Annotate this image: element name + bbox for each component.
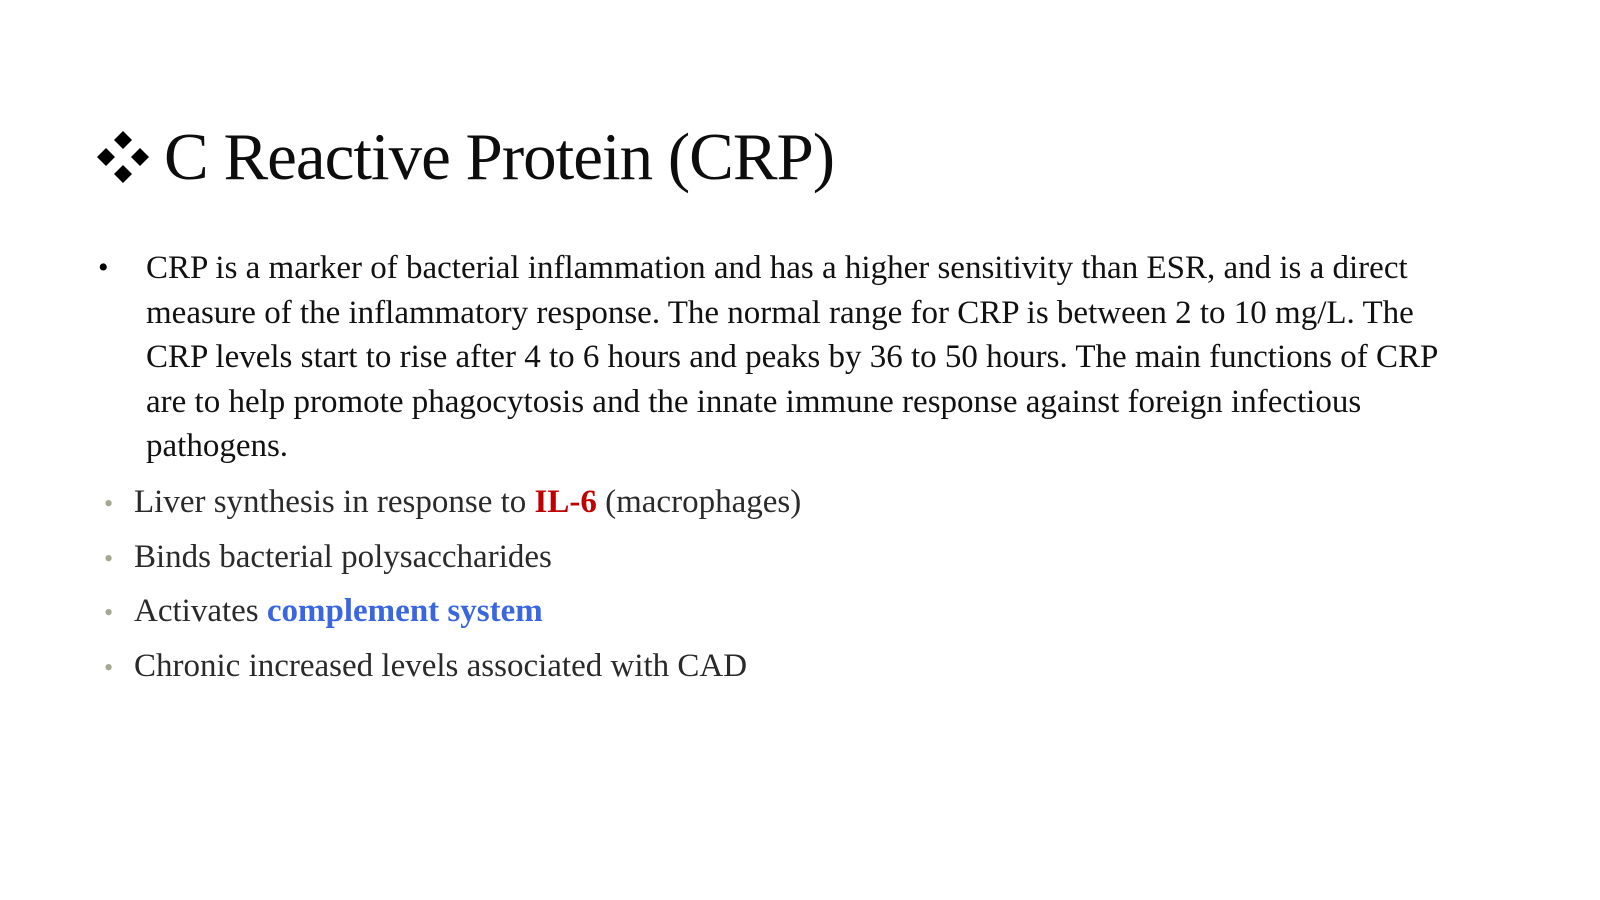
list-item (104, 484, 1504, 539)
list-item (104, 648, 1504, 703)
sub-bullet-list (104, 484, 1504, 702)
four-diamond-icon (96, 130, 150, 184)
list-item-text (134, 593, 543, 630)
main-bullet (98, 246, 1498, 469)
bullet-marker: • (104, 598, 114, 627)
list-item (104, 539, 1504, 594)
list-item-text-end: (macrophages) (596, 484, 802, 520)
bullet-marker: • (104, 543, 114, 573)
list-item-text (134, 484, 801, 521)
list-item-text: Chronic increased levels associated with CAD (134, 647, 748, 684)
list-item-text-start: Liver synthesis in response to (134, 484, 535, 520)
il6-highlight: IL-6 (534, 484, 597, 520)
bullet-marker: • (104, 489, 114, 518)
list-item-text-start: Activates (134, 593, 267, 629)
slide-title: C Reactive Protein (CRP) (164, 119, 835, 194)
slide-title-row (96, 112, 834, 202)
main-bullet-text: CRP is a marker of bacterial inflammation and has a higher sensitivity than ESR, and is a direct measure of the inflammatory response. The normal range for CRP is between 2 to 10 mg/L. The CRP levels start to rise after 4 to 6 hours and peaks by 36 to 50 hours. The main functions of CRP are to help promote phagocytosis and the innate immune response against foreign infectious pathogens. (146, 250, 1438, 464)
complement-system-highlight: complement system (266, 593, 543, 629)
bullet-marker: • (98, 251, 109, 284)
list-item (104, 593, 1504, 648)
list-item-text: Binds bacterial polysaccharides (134, 538, 552, 575)
bullet-marker: • (104, 652, 114, 682)
